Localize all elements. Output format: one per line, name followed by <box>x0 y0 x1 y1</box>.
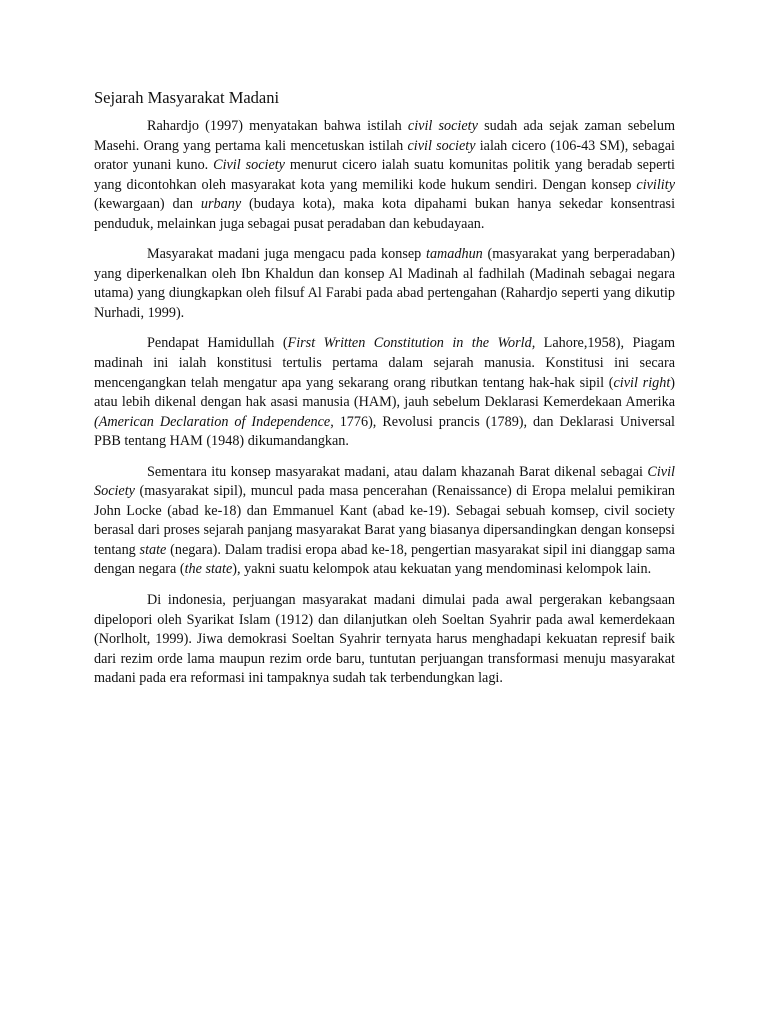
text-run: (masyarakat yang berperadaban) yang diperkenalkan oleh Ibn Khaldun dan konsep Al Madinah al fadhilah (Madinah sebagai negara utama) yang diungkapkan oleh filsuf Al Farabi pada abad pertengahan (Rahardjo seperti yang dikutip Nurhadi, 1999). <box>94 246 676 321</box>
text-run: , 1776), Revolusi prancis (1789), dan Deklarasi Universal PBB tentang HAM (1948) dikumandangkan. <box>94 413 675 450</box>
italic-text-run: urbany <box>200 196 242 213</box>
text-run: (budaya kota), maka kota dipahami bukan hanya sekedar konsentrasi penduduk, melainkan juga sebagai pusat peradaban dan kebudayaan. <box>94 196 676 232</box>
body-paragraph <box>94 463 675 580</box>
body-paragraph <box>94 245 675 323</box>
italic-text-run: civil society <box>407 118 478 134</box>
document-title: Sejarah Masyarakat Madani <box>94 88 280 107</box>
text-run: Lahore,1958), Piagam madinah ini ialah konstitusi tertulis pertama dalam sejarah manusia. Konstitusi ini secara mencengangkan telah mengatur apa yang sekarang orang ributkan tentang hak-hak sipil ( <box>94 335 676 391</box>
text-run: ialah cicero (106-43 SM), sebagai orator yunani kuno. <box>94 137 675 174</box>
text-run: Di indonesia, perjuangan masyarakat madani dimulai pada awal pergerakan kebangsaan dipelopori oleh Syarikat Islam (1912) dan dilanjutkan oleh Soeltan Syahrir pada awal kemerdekaan (Norlholt, 1999). Jiwa demokrasi Soeltan Syahrir ternyata harus menghadapi kekuatan represif baik dari rezim orde lama maupun rezim orde baru, tuntutan perjuangan transformasi menuju masyarakat madani pada era reformasi ini tampaknya sudah tak terbendungkan lagi. <box>94 592 675 687</box>
text-run: (masyarakat sipil), muncul pada masa pencerahan (Renaissance) di Eropa melalui pemikiran John Locke (abad ke-18) dan Emmanuel Kant (abad ke-19). Sebagai sebuah komsep, civil society berasal dari proses sejarah panjang masyarakat Barat yang biasanya dipersandingkan dengan konsepsi tentang <box>94 483 675 558</box>
text-run: (kewargaan) dan <box>94 196 201 213</box>
body-paragraph <box>94 117 675 234</box>
text-run: Sementara itu konsep masyarakat madani, atau dalam khazanah Barat dikenal sebagai <box>147 463 648 480</box>
text-run: (negara). Dalam tradisi eropa abad ke-18, pengertian masyarakat sipil ini dianggap sama dengan negara ( <box>94 541 675 578</box>
text-run: Rahardjo (1997) menyatakan bahwa istilah <box>147 118 408 134</box>
italic-text-run: (American Declaration of Independence <box>94 413 331 430</box>
italic-text-run: civil right <box>613 374 671 391</box>
italic-text-run: state <box>139 541 167 558</box>
italic-text-run: First Written Constitution in the World, <box>287 335 536 352</box>
body-paragraph <box>94 591 675 689</box>
italic-text-run: the state <box>184 561 233 578</box>
text-run: menurut cicero ialah suatu komunitas politik yang beradab seperti yang dicontohkan oleh masyarakat kota yang memiliki kode hukum sendiri. Dengan konsep <box>94 157 675 193</box>
text-run: ), yakni suatu kelompok atau kekuatan yang mendominasi kelompok lain. <box>232 561 652 578</box>
italic-text-run: civil society <box>407 137 476 154</box>
body-paragraph <box>94 334 675 451</box>
text-run: sudah ada sejak zaman sebelum Masehi. Orang yang pertama kali mencetuskan istilah <box>94 118 675 154</box>
text-run: Pendapat Hamidullah ( <box>147 335 288 352</box>
italic-text-run: civility <box>636 176 675 193</box>
italic-text-run: tamadhun <box>426 246 483 263</box>
text-run: Masyarakat madani juga mengacu pada konsep <box>147 246 426 263</box>
text-run: ) atau lebih dikenal dengan hak asasi manusia (HAM), jauh sebelum Deklarasi Kemerdekaan Amerika <box>94 374 675 411</box>
italic-text-run: Civil society <box>213 157 285 174</box>
italic-text-run: Civil Society <box>94 463 675 500</box>
document-body <box>94 117 675 689</box>
